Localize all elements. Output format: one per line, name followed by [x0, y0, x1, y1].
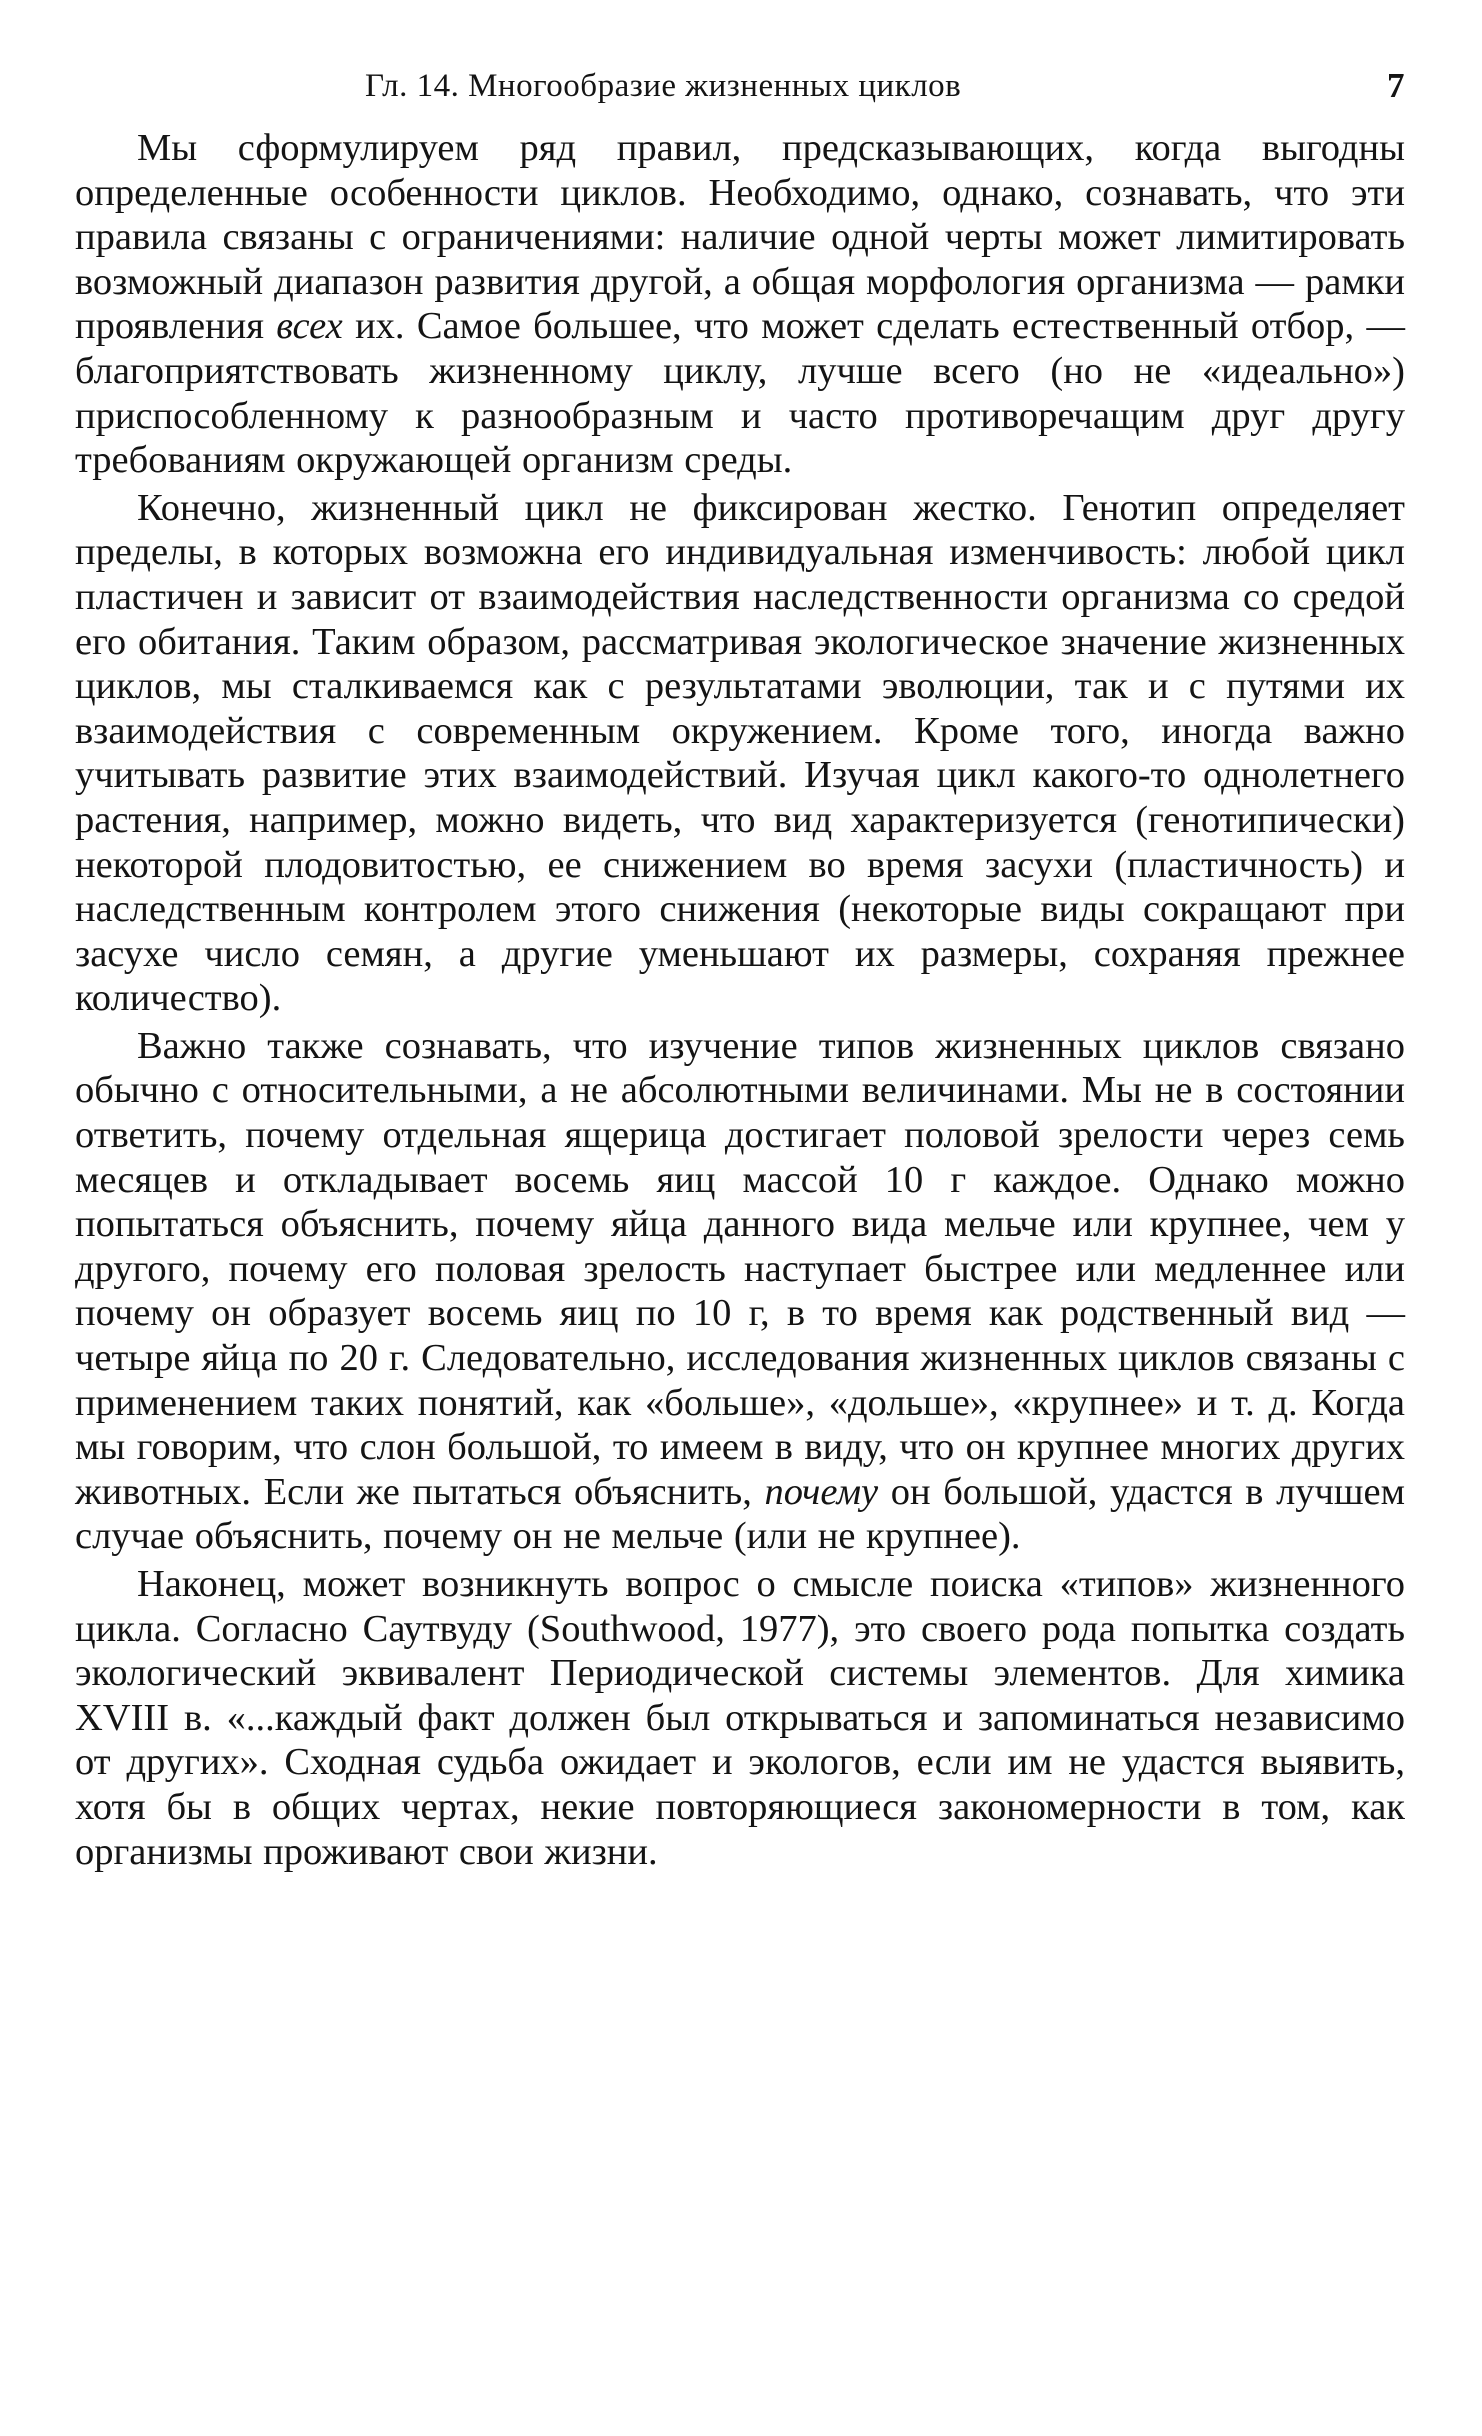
paragraph-1: [75, 126, 1405, 483]
running-head: [75, 58, 1405, 114]
paragraph-1-part-2: их. Самое большее, что может сделать естественный отбор, — благоприятствовать жизненному циклу, лучше всего (но не «идеально») приспособленному к разнообразным и часто противоречащим друг другу требованиям окружающей организм среды.: [75, 305, 1405, 482]
paragraph-2: Конечно, жизненный цикл не фиксирован жестко. Генотип определяет пределы, в которых возможна его индивидуальная изменчивость: любой цикл пластичен и зависит от взаимодействия наследственности организма со средой его обитания. Таким образом, рассматривая экологическое значение жизненных циклов, мы сталкиваемся как с результатами эволюции, так и с путями их взаимодействия с современным окружением. Кроме того, иногда важно учитывать развитие этих взаимодействий. Изучая цикл какого-то однолетнего растения, например, можно видеть, что вид характеризуется (генотипически) некоторой плодовитостью, ее снижением во время засухи (пластичность) и наследственным контролем этого снижения (некоторые виды сокращают при засухе число семян, а другие уменьшают их размеры, сохраняя прежнее количество).: [75, 486, 1405, 1020]
chapter-title: Гл. 14. Многообразие жизненных циклов: [365, 68, 962, 104]
paragraph-1-part-1: Мы сформулируем ряд правил, предсказывающих, когда выгодны определенные особенности циклов. Необходимо, однако, сознавать, что эти правила связаны с ограничениями: наличие одной черты может лимитировать возможный диапазон развития другой, а общая морфология организма — рамки проявления: [75, 127, 1405, 348]
paragraph-3-part-2: он большой, удастся в лучшем случае объяснить, почему он не мельче (или не крупнее).: [75, 1470, 1405, 1558]
page-number: 7: [1387, 66, 1405, 105]
book-page: [75, 58, 1405, 1874]
paragraph-4: Наконец, может возникнуть вопрос о смысле поиска «типов» жизненного цикла. Согласно Саутвуду (Southwood, 1977), это своего рода попытка создать экологический эквивалент Периодической системы элементов. Для химика XVIII в. «...каждый факт должен был открываться и запоминаться независимо от других». Сходная судьба ожидает и экологов, если им не удастся выявить, хотя бы в общих чертах, некие повторяющиеся закономерности в том, как организмы проживают свои жизни.: [75, 1563, 1405, 1873]
paragraph-3-part-1: Важно также сознавать, что изучение типов жизненных циклов связано обычно с относительными, а не абсолютными величинами. Мы не в состоянии ответить, почему отдельная ящерица достигает половой зрелости через семь месяцев и откладывает восемь яиц массой 10 г каждое. Однако можно попытаться объяснить, почему яйца данного вида мельче или крупнее, чем у другого, почему его половая зрелость наступает быстрее или медленнее или почему он образует восемь яиц по 10 г, в то время как родственный вид — четыре яйца по 20 г. Следовательно, исследования жизненных циклов связаны с применением таких понятий, как «больше», «дольше», «крупнее» и т. д. Когда мы говорим, что слон большой, то имеем в виду, что он крупнее многих других животных. Если же пытаться объяснить,: [75, 1024, 1405, 1513]
paragraph-3: [75, 1024, 1405, 1559]
body-text: [75, 126, 1405, 1874]
emphasis-pochemu: почему: [764, 1470, 879, 1513]
emphasis-vsekh: всех: [276, 305, 343, 348]
